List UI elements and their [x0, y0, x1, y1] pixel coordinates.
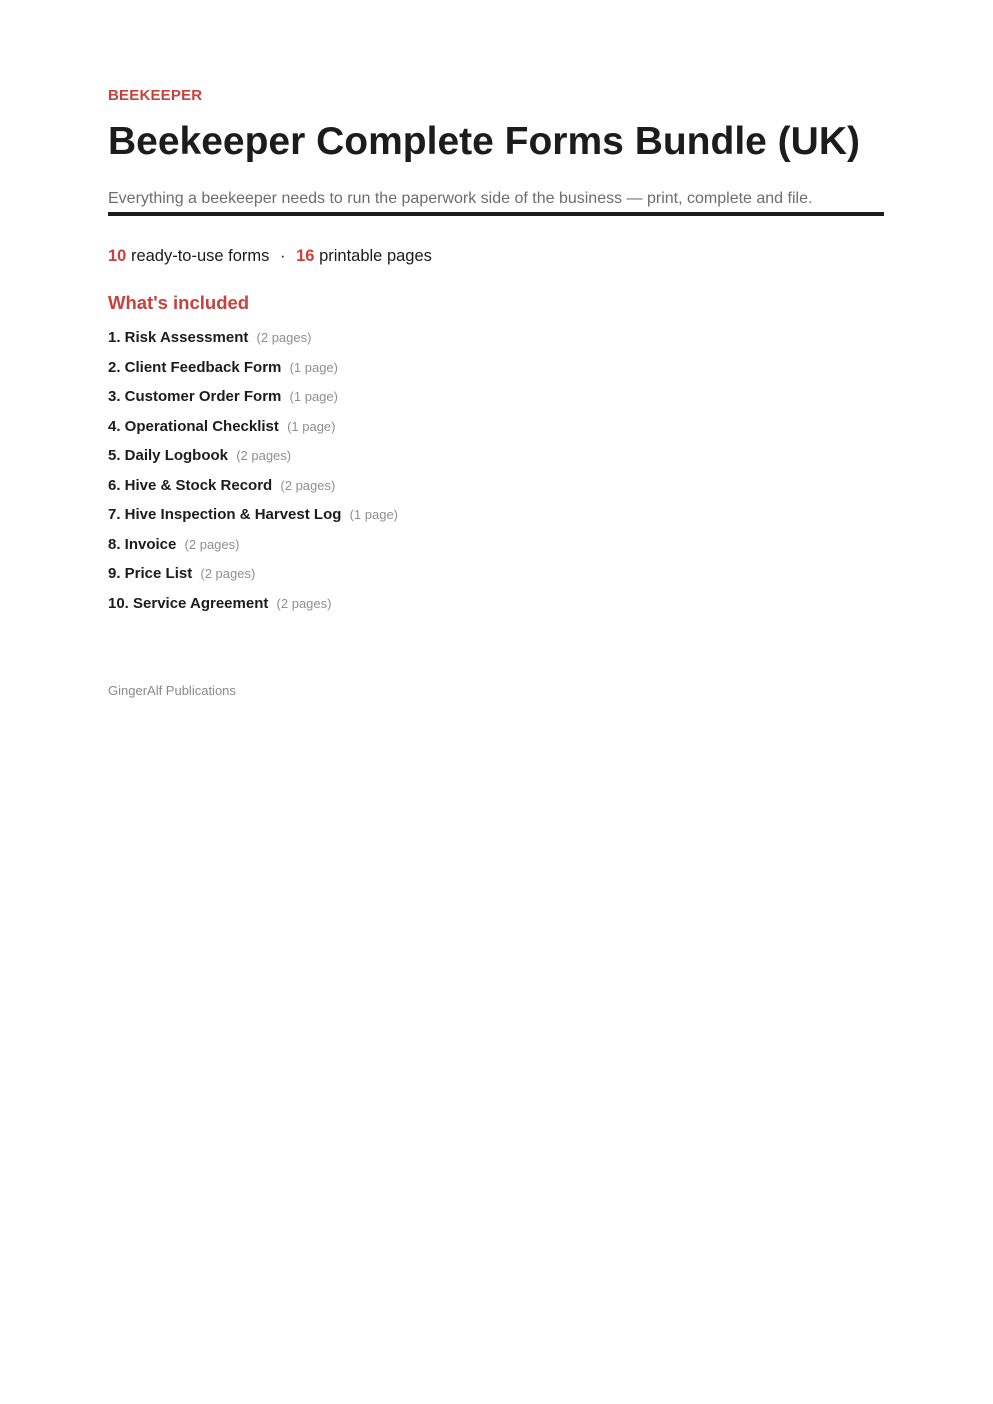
pages-count: 16	[296, 247, 315, 265]
bundle-stats	[108, 244, 884, 268]
form-page-count: (2 pages)	[236, 448, 292, 463]
list-item	[108, 446, 884, 476]
stats-separator: ·	[280, 247, 286, 265]
form-page-count: (1 page)	[289, 359, 338, 375]
form-page-count: (2 pages)	[256, 330, 312, 345]
list-item	[108, 328, 884, 358]
form-name: 3. Customer Order Form	[108, 388, 282, 405]
form-name: 9. Price List	[108, 565, 193, 582]
forms-count-label: ready-to-use forms	[130, 247, 270, 265]
form-name: 2. Client Feedback Form	[108, 358, 282, 376]
form-page-count: (1 page)	[349, 507, 398, 522]
form-name: 5. Daily Logbook	[108, 447, 229, 464]
title-divider	[108, 212, 884, 216]
form-page-count: (1 page)	[287, 418, 336, 434]
list-item	[108, 417, 884, 447]
forms-count: 10	[108, 247, 127, 265]
category-label: BEEKEEPER	[108, 87, 203, 104]
list-item	[108, 505, 884, 535]
list-item	[108, 476, 884, 506]
section-heading-whats-included: What's included	[108, 292, 250, 313]
form-page-count: (1 page)	[289, 389, 338, 404]
form-name: 6. Hive & Stock Record	[108, 476, 273, 494]
form-name: 8. Invoice	[108, 535, 177, 553]
form-name: 4. Operational Checklist	[108, 417, 279, 435]
list-item	[108, 358, 884, 388]
document-page	[108, 86, 884, 639]
list-item	[108, 535, 884, 565]
form-page-count: (2 pages)	[200, 566, 256, 581]
page-title: Beekeeper Complete Forms Bundle (UK)	[108, 120, 860, 163]
form-page-count: (2 pages)	[276, 595, 332, 611]
forms-list	[108, 328, 884, 623]
page-subtitle: Everything a beekeeper needs to run the paperwork side of the business — print, complete and file.	[108, 190, 813, 207]
pages-count-label: printable pages	[319, 247, 432, 265]
publisher-footer: GingerAlf Publications	[108, 683, 236, 698]
form-name: 7. Hive Inspection & Harvest Log	[108, 506, 342, 523]
list-item	[108, 564, 884, 594]
form-page-count: (2 pages)	[184, 536, 240, 552]
form-name: 1. Risk Assessment	[108, 329, 249, 346]
list-item	[108, 387, 884, 417]
form-name: 10. Service Agreement	[108, 594, 269, 612]
form-page-count: (2 pages)	[280, 477, 336, 493]
list-item	[108, 594, 884, 624]
